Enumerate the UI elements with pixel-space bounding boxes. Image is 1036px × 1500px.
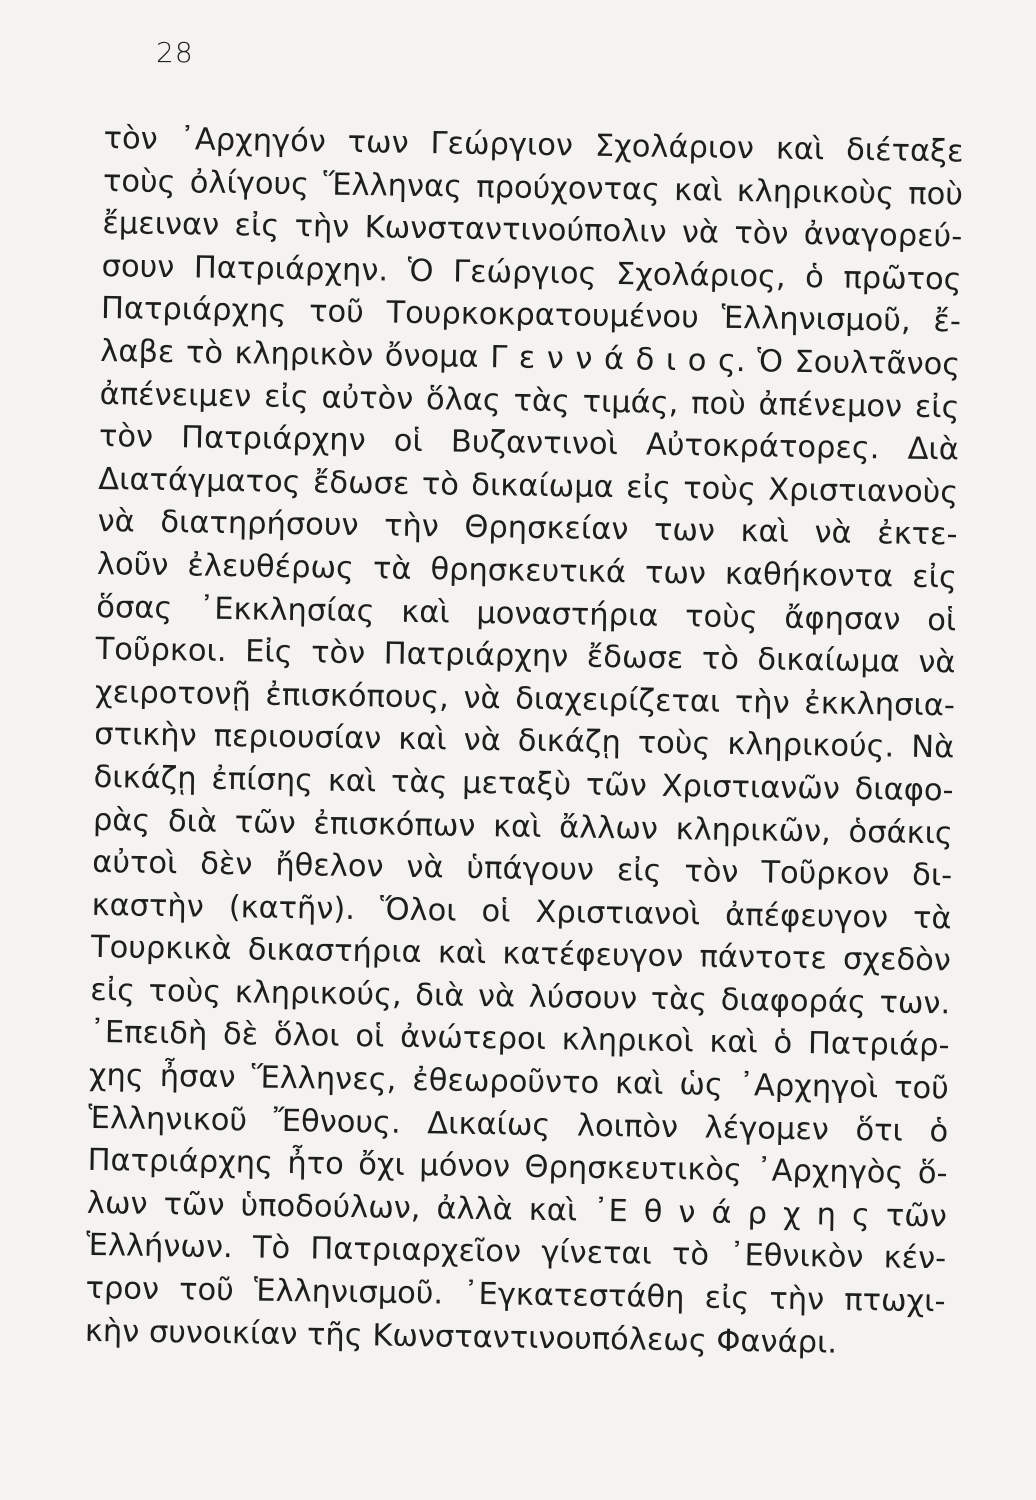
text-line: Διατάγματος ἔδωσε τὸ δικαίωμα εἰς τοὺς Χριστιανοὺς xyxy=(98,461,959,511)
text-line: αὐτοὶ δὲν ἤθελον νὰ ὑπάγουν εἰς τὸν Τοῦρκον δι- xyxy=(92,845,953,894)
text-line: χης ἦσαν Ἕλληνες, ἐθεωροῦντο καὶ ὡς ᾿Αρχηγοὶ τοῦ xyxy=(88,1057,950,1107)
text-line: λων τῶν ὑποδούλων, ἀλλὰ καὶ ᾿Ε θ ν ά ρ χ η ς τῶν xyxy=(86,1185,948,1235)
text-line: καστὴν (κατῆν). Ὅλοι οἱ Χριστιανοὶ ἀπέφευγον τὰ xyxy=(91,887,952,937)
text-line: στικὴν περιουσίαν καὶ νὰ δικάζῃ τοὺς κληρικούς. Νὰ xyxy=(94,717,955,766)
text-line: χειροτονῇ ἐπισκόπους, νὰ διαχειρίζεται τὴν ἐκκλησια- xyxy=(94,674,956,724)
body-text xyxy=(85,118,964,1367)
text-line: εἰς τοὺς κληρικούς, διὰ νὰ λύσουν τὰς διαφοράς των. xyxy=(90,972,951,1022)
text-line: τοὺς ὀλίγους Ἕλληνας προύχοντας καὶ κληρικοὺς ποὺ xyxy=(102,163,964,213)
text-line: ρὰς διὰ τῶν ἐπισκόπων καὶ ἄλλων κληρικῶν, ὁσάκις xyxy=(92,802,954,851)
text-line: ἔμειναν εἰς τὴν Κωνσταντινούπολιν νὰ τὸν ἀναγορεύ- xyxy=(102,206,963,255)
text-line: Ἑλληνικοῦ Ἔθνους. Δικαίως λοιπὸν λέγομεν ὅτι ὁ xyxy=(88,1100,949,1150)
text-line: ὅσας ᾿Εκκλησίας καὶ μοναστήρια τοὺς ἄφησαν οἱ xyxy=(96,589,957,638)
text-line: κὴν συνοικίαν τῆς Κωνσταντινουπόλεως Φανάρι. xyxy=(84,1313,838,1361)
page-number: 28 xyxy=(156,36,194,69)
text-line: λαβε τὸ κληρικὸν ὄνομα Γ ε ν ν ά δ ι ο ς. Ὁ Σουλτᾶνος xyxy=(100,333,961,383)
text-line: ᾿Επειδὴ δὲ ὅλοι οἱ ἀνώτεροι κληρικοὶ καὶ ὁ Πατριάρ- xyxy=(89,1015,950,1064)
text-line: δικάζῃ ἐπίσης καὶ τὰς μεταξὺ τῶν Χριστιανῶν διαφο- xyxy=(93,759,954,809)
text-line: τὸν Πατριάρχην οἱ Βυζαντινοὶ Αὐτοκράτορες. Διὰ xyxy=(98,419,960,468)
text-line: ἀπένειμεν εἰς αὐτὸν ὅλας τὰς τιμάς, ποὺ ἀπένεμον εἰς xyxy=(99,376,960,426)
text-line: σουν Πατριάρχην. Ὁ Γεώργιος Σχολάριος, ὁ πρῶτος xyxy=(101,248,962,298)
text-line: τὸν ᾿Αρχηγόν των Γεώργιον Σχολάριον καὶ διέταξε xyxy=(103,120,964,170)
text-line: Τουρκικὰ δικαστήρια καὶ κατέφευγον πάντοτε σχεδὸν xyxy=(90,930,952,979)
text-line: νὰ διατηρήσουν τὴν Θρησκείαν των καὶ νὰ ἐκτε- xyxy=(97,504,958,553)
text-line: λοῦν ἐλευθέρως τὰ θρησκευτικά των καθήκοντα εἰς xyxy=(96,546,958,596)
text-line: τρον τοῦ Ἑλληνισμοῦ. ᾿Εγκατεστάθη εἰς τὴν πτωχι- xyxy=(85,1270,946,1320)
text-line: Ἑλλήνων. Τὸ Πατριαρχεῖον γίνεται τὸ ᾿Εθνικὸν κέν- xyxy=(86,1228,947,1277)
text-line: Τοῦρκοι. Εἰς τὸν Πατριάρχην ἔδωσε τὸ δικαίωμα νὰ xyxy=(95,632,956,681)
text-line: Πατριάρχης τοῦ Τουρκοκρατουμένου Ἑλληνισμοῦ, ἔ- xyxy=(100,291,962,340)
text-line: Πατριάρχης ἦτο ὄχι μόνον Θρησκευτικὸς ᾿Αρχηγὸς ὅ- xyxy=(87,1143,948,1192)
